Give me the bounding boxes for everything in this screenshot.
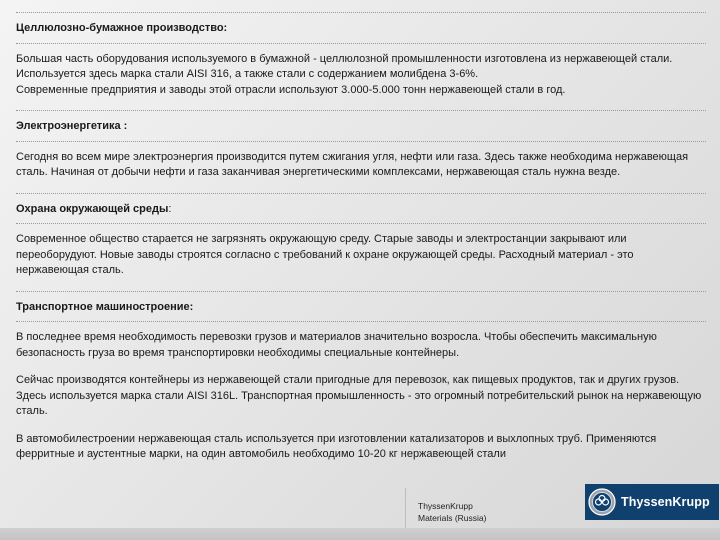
section-heading-transport: Транспортное машиностроение:	[16, 300, 194, 313]
section-paragraph: Сейчас производятся контейнеры из нержавеющей стали пригодные для перевозок, как пищевых продуктов, так и других грузов. Здесь используется марка стали AISI 316L. Транспортная промышленность - это огромный потребительский рынок на нержавеющую сталь.	[16, 374, 702, 417]
logo-text: ThyssenKrupp	[621, 495, 710, 509]
section-heading-power-engineering: Электроэнергетика :	[16, 120, 128, 132]
divider	[16, 110, 706, 111]
slide-content	[16, 12, 706, 475]
divider	[16, 223, 706, 224]
divider	[16, 141, 706, 142]
section-paragraph: Современное общество старается не загрязнять окружающую среду. Старые заводы и электростанции закрывают или переоборудуют. Новые заводы строятся согласно с требований к охране окружающей среды. Расходный материал - это нержавеющая сталь.	[16, 233, 634, 276]
footer-separator	[405, 488, 406, 532]
footer-company	[418, 500, 487, 524]
divider	[16, 43, 706, 44]
heading-text: Охрана окружающей среды	[16, 202, 169, 215]
section-paragraph: В последнее время необходимость перевозки грузов и материалов значительно возросла. Чтобы обеспечить максимальную безопасность груза во время транспортировки необходимы специальные контейнеры.	[16, 331, 657, 359]
divider	[16, 321, 706, 322]
thyssenkrupp-logo	[585, 484, 719, 520]
section-paragraph: В автомобилестроении нержавеющая сталь используется при изготовлении катализаторов и выхлопных труб. Применяются ферритные и аустентные марки, на один автомобиль необходимо 10-20 кг нержавеющей стали	[16, 432, 657, 460]
section-heading-pulp-paper: Целлюлозно-бумажное производство:	[16, 22, 228, 34]
heading-colon: :	[168, 202, 172, 215]
section-paragraph: Большая часть оборудования используемого в бумажной - целлюлозной промышленности изготовлена из нержавеющей стали. Используется здесь марка стали AISI 316, а также стали с содержанием молибдена 3-6%. Современные предприятия и заводы этой отрасли используют 3.000-5.000 тонн нержавеющей стали в год.	[16, 52, 673, 96]
section-paragraph: Сегодня во всем мире электроэнергия производится путем сжигания угля, нефти или газа. Здесь также необходима нержавеющая сталь. Начиная от добычи нефти и газа заканчивая энергетическими комплексами, нержавеющая сталь нужна везде.	[16, 150, 689, 178]
footer-line-2: Materials (Russia)	[418, 513, 487, 523]
divider	[16, 12, 706, 13]
footer-line-1: ThyssenKrupp	[418, 501, 473, 511]
thyssenkrupp-emblem-icon	[588, 488, 616, 516]
divider	[16, 291, 706, 292]
section-heading-environment	[16, 202, 706, 218]
divider	[16, 193, 706, 194]
bottom-bar	[0, 528, 720, 540]
